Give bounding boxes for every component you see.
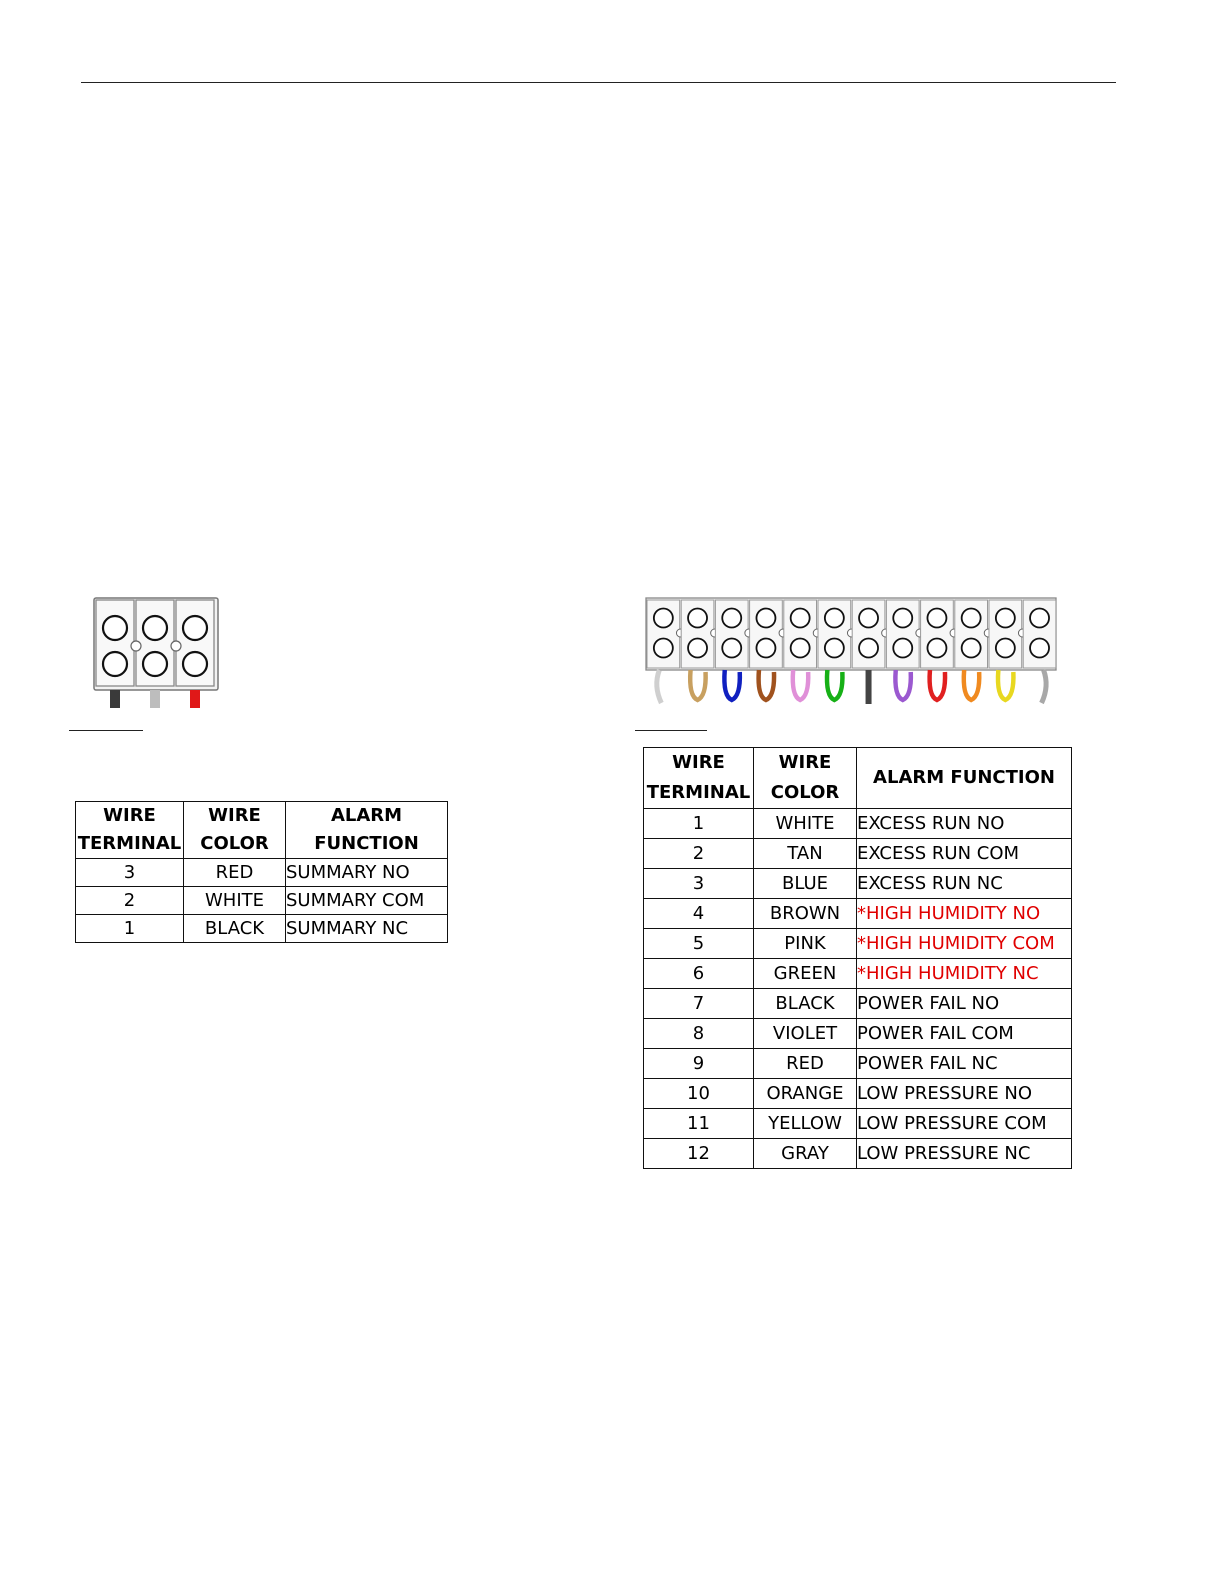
wire-color-cell: YELLOW <box>754 1109 857 1139</box>
wire <box>793 670 808 700</box>
table-row <box>644 929 1072 959</box>
pin-hole <box>962 609 981 628</box>
alarm-function-cell: POWER FAIL NC <box>857 1049 1072 1079</box>
wire-terminal-cell: 10 <box>644 1079 754 1109</box>
latch-hole <box>131 641 141 651</box>
pin-hole <box>791 609 810 628</box>
pin-hole <box>654 639 673 658</box>
alarm-function-cell: LOW PRESSURE NO <box>857 1079 1072 1109</box>
wire-terminal-cell: 11 <box>644 1109 754 1139</box>
wire-color-cell: BLACK <box>184 915 286 943</box>
wire-terminal-cell: 3 <box>76 859 184 887</box>
pin-hole <box>996 609 1015 628</box>
wire-terminal-cell: 3 <box>644 869 754 899</box>
alarm-function-cell: EXCESS RUN COM <box>857 839 1072 869</box>
header-rule <box>81 82 1116 83</box>
wire-terminal-cell: 4 <box>644 899 754 929</box>
wire <box>930 670 945 700</box>
caption-rule-right <box>635 730 707 731</box>
alarm-function-cell: EXCESS RUN NC <box>857 869 1072 899</box>
wire <box>964 670 979 700</box>
table-row <box>644 899 1072 929</box>
pin-hole <box>825 609 844 628</box>
table-row <box>644 839 1072 869</box>
wire <box>866 670 872 704</box>
pin-hole <box>143 616 167 640</box>
wire <box>1042 670 1047 703</box>
header-alarm-function: ALARM FUNCTION <box>857 748 1072 809</box>
latch-hole <box>171 641 181 651</box>
wire-color-cell: TAN <box>754 839 857 869</box>
wire <box>759 670 774 700</box>
pin-hole <box>927 609 946 628</box>
table-header-row <box>644 748 1072 809</box>
wire <box>150 690 160 708</box>
table-row <box>644 1109 1072 1139</box>
table-row <box>76 887 448 915</box>
wire <box>657 670 662 703</box>
pin-hole <box>927 639 946 658</box>
pin-hole <box>1030 609 1049 628</box>
alarm-function-cell: EXCESS RUN NO <box>857 809 1072 839</box>
wire-color-cell: GREEN <box>754 959 857 989</box>
wire-terminal-cell: 7 <box>644 989 754 1019</box>
caption-rule-left <box>69 730 143 731</box>
table-row <box>644 959 1072 989</box>
pin-hole <box>756 639 775 658</box>
wire-color-cell: VIOLET <box>754 1019 857 1049</box>
table-row <box>644 869 1072 899</box>
wire-color-cell: GRAY <box>754 1139 857 1169</box>
table-row <box>644 1049 1072 1079</box>
pin-hole <box>688 609 707 628</box>
pin-hole <box>722 609 741 628</box>
pin-hole <box>654 609 673 628</box>
alarm-wiring-table <box>643 747 1072 1169</box>
table-row <box>644 1079 1072 1109</box>
wire-terminal-cell: 2 <box>76 887 184 915</box>
alarm-function-cell: *HIGH HUMIDITY COM <box>857 929 1072 959</box>
wire <box>895 670 910 700</box>
pin-hole <box>962 639 981 658</box>
wire-terminal-cell: 9 <box>644 1049 754 1079</box>
summary-alarm-wiring-table <box>75 801 448 943</box>
table-row <box>644 1139 1072 1169</box>
wire-terminal-cell: 12 <box>644 1139 754 1169</box>
alarm-function-cell: POWER FAIL COM <box>857 1019 1072 1049</box>
wire-terminal-cell: 8 <box>644 1019 754 1049</box>
alarm-function-cell: SUMMARY COM <box>286 887 448 915</box>
pin-hole <box>722 639 741 658</box>
connector-12-pin-diagram <box>645 596 1057 706</box>
wire <box>110 690 120 708</box>
wire <box>998 670 1013 700</box>
header-wire-color: WIRE COLOR <box>184 802 286 859</box>
wire-color-cell: WHITE <box>754 809 857 839</box>
pin-hole <box>1030 639 1049 658</box>
pin-hole <box>893 609 912 628</box>
header-wire-terminal: WIRE TERMINAL <box>644 748 754 809</box>
pin-hole <box>859 639 878 658</box>
header-wire-color: WIRE COLOR <box>754 748 857 809</box>
pin-hole <box>893 639 912 658</box>
wire-terminal-cell: 1 <box>76 915 184 943</box>
table-row <box>644 989 1072 1019</box>
pin-hole <box>183 616 207 640</box>
alarm-function-cell: SUMMARY NC <box>286 915 448 943</box>
pin-hole <box>143 652 167 676</box>
alarm-function-cell: *HIGH HUMIDITY NC <box>857 959 1072 989</box>
wire-color-cell: WHITE <box>184 887 286 915</box>
alarm-function-cell: LOW PRESSURE NC <box>857 1139 1072 1169</box>
wire-color-cell: RED <box>754 1049 857 1079</box>
wire <box>690 670 705 700</box>
wire-color-cell: RED <box>184 859 286 887</box>
wire-terminal-cell: 5 <box>644 929 754 959</box>
wire <box>190 690 200 708</box>
connector-3-pin-diagram <box>93 596 219 708</box>
wire-terminal-cell: 6 <box>644 959 754 989</box>
pin-hole <box>688 639 707 658</box>
pin-hole <box>183 652 207 676</box>
wire <box>724 670 739 700</box>
header-wire-terminal: WIRE TERMINAL <box>76 802 184 859</box>
alarm-function-cell: POWER FAIL NO <box>857 989 1072 1019</box>
pin-hole <box>756 609 775 628</box>
alarm-function-cell: *HIGH HUMIDITY NO <box>857 899 1072 929</box>
pin-hole <box>859 609 878 628</box>
header-alarm-function: ALARM FUNCTION <box>286 802 448 859</box>
wire-color-cell: PINK <box>754 929 857 959</box>
wire-terminal-cell: 2 <box>644 839 754 869</box>
pin-hole <box>996 639 1015 658</box>
alarm-function-cell: SUMMARY NO <box>286 859 448 887</box>
table-row <box>76 915 448 943</box>
wire-color-cell: BLACK <box>754 989 857 1019</box>
wire-color-cell: ORANGE <box>754 1079 857 1109</box>
pin-hole <box>103 616 127 640</box>
pin-hole <box>103 652 127 676</box>
pin-hole <box>791 639 810 658</box>
wire-color-cell: BROWN <box>754 899 857 929</box>
wire <box>827 670 842 700</box>
alarm-function-cell: LOW PRESSURE COM <box>857 1109 1072 1139</box>
pin-hole <box>825 639 844 658</box>
wire-terminal-cell: 1 <box>644 809 754 839</box>
table-row <box>644 1019 1072 1049</box>
table-row <box>644 809 1072 839</box>
table-header-row <box>76 802 448 859</box>
table-row <box>76 859 448 887</box>
wire-color-cell: BLUE <box>754 869 857 899</box>
